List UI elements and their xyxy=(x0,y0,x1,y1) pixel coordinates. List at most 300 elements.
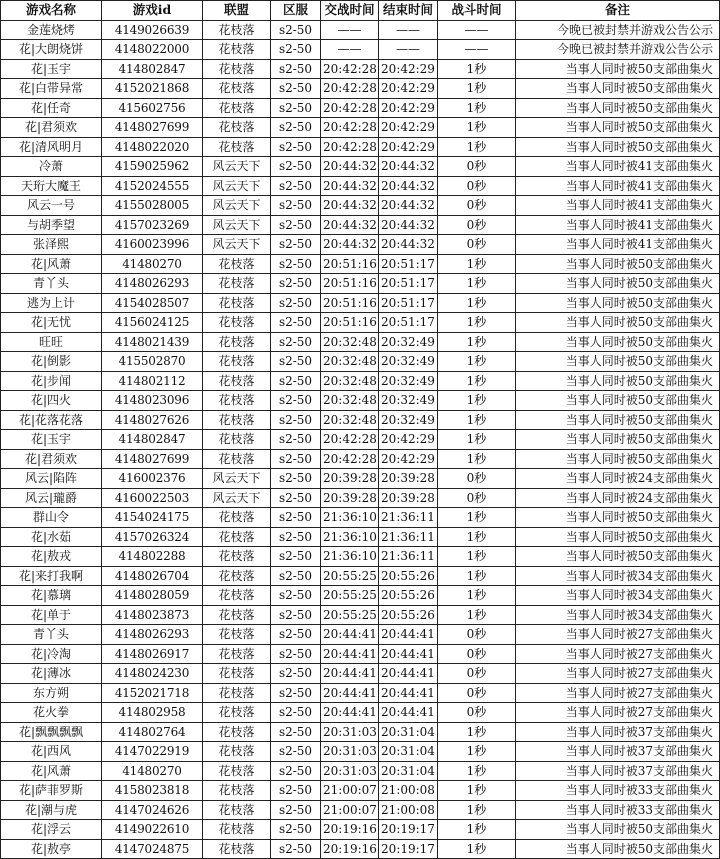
cell-game-id: 4148026293 xyxy=(102,274,203,294)
cell-server: s2-50 xyxy=(271,40,321,60)
cell-server: s2-50 xyxy=(271,683,321,703)
cell-game-name: 冷萧 xyxy=(1,157,102,177)
cell-battle-duration: 1秒 xyxy=(438,313,516,333)
cell-game-id: 414802958 xyxy=(102,703,203,723)
cell-end-time: —— xyxy=(379,40,438,60)
cell-game-name: 花|大朗烧饼 xyxy=(1,40,102,60)
cell-battle-duration: 1秒 xyxy=(438,293,516,313)
table-row xyxy=(1,508,720,528)
cell-alliance: 花枝落 xyxy=(203,683,271,703)
cell-game-name: 花|慕璃 xyxy=(1,586,102,606)
table-row xyxy=(1,820,720,840)
cell-server: s2-50 xyxy=(271,215,321,235)
cell-battle-duration: 1秒 xyxy=(438,761,516,781)
cell-end-time: 20:44:32 xyxy=(379,176,438,196)
cell-battle-duration: 0秒 xyxy=(438,469,516,489)
header-server: 区服 xyxy=(271,1,321,21)
table-row xyxy=(1,332,720,352)
cell-battle-duration: 0秒 xyxy=(438,664,516,684)
cell-game-id: 4148028059 xyxy=(102,586,203,606)
cell-remark: 当事人同时被50支部曲集火 xyxy=(516,352,720,372)
cell-start-time: 20:39:28 xyxy=(321,488,379,508)
cell-game-name: 花|玉宇 xyxy=(1,59,102,79)
cell-start-time: 20:44:32 xyxy=(321,176,379,196)
cell-server: s2-50 xyxy=(271,527,321,547)
cell-alliance: 花枝落 xyxy=(203,839,271,859)
cell-battle-duration: 1秒 xyxy=(438,430,516,450)
cell-battle-duration: 0秒 xyxy=(438,644,516,664)
table-row xyxy=(1,215,720,235)
cell-game-id: 414802112 xyxy=(102,371,203,391)
cell-battle-duration: 1秒 xyxy=(438,274,516,294)
cell-server: s2-50 xyxy=(271,488,321,508)
cell-remark: 当事人同时被50支部曲集火 xyxy=(516,274,720,294)
cell-start-time: 20:55:25 xyxy=(321,566,379,586)
cell-game-id: 4147024875 xyxy=(102,839,203,859)
table-row xyxy=(1,79,720,99)
table-row xyxy=(1,157,720,177)
cell-remark: 今晚已被封禁并游戏公告公示 xyxy=(516,40,720,60)
cell-server: s2-50 xyxy=(271,313,321,333)
cell-alliance: 花枝落 xyxy=(203,332,271,352)
cell-remark: 当事人同时被50支部曲集火 xyxy=(516,59,720,79)
table-row xyxy=(1,586,720,606)
cell-game-id: 4147024626 xyxy=(102,800,203,820)
table-row xyxy=(1,352,720,372)
cell-battle-duration: 1秒 xyxy=(438,781,516,801)
cell-start-time: 20:32:48 xyxy=(321,352,379,372)
cell-alliance: 花枝落 xyxy=(203,391,271,411)
cell-alliance: 花枝落 xyxy=(203,98,271,118)
cell-server: s2-50 xyxy=(271,254,321,274)
cell-remark: 当事人同时被37支部曲集火 xyxy=(516,761,720,781)
cell-end-time: 20:39:28 xyxy=(379,469,438,489)
cell-game-id: 4157026324 xyxy=(102,527,203,547)
cell-end-time: 20:42:29 xyxy=(379,137,438,157)
cell-server: s2-50 xyxy=(271,820,321,840)
cell-game-id: 4158023818 xyxy=(102,781,203,801)
cell-end-time: 21:00:08 xyxy=(379,800,438,820)
cell-battle-duration: 1秒 xyxy=(438,137,516,157)
cell-game-name: 花|风萧 xyxy=(1,761,102,781)
table-row xyxy=(1,488,720,508)
cell-game-id: 414802764 xyxy=(102,722,203,742)
cell-game-name: 花|任奇 xyxy=(1,98,102,118)
cell-start-time: 20:42:28 xyxy=(321,449,379,469)
cell-server: s2-50 xyxy=(271,410,321,430)
cell-remark: 当事人同时被50支部曲集火 xyxy=(516,547,720,567)
cell-alliance: 花枝落 xyxy=(203,410,271,430)
cell-game-name: 花|潮与虎 xyxy=(1,800,102,820)
cell-battle-duration: 1秒 xyxy=(438,391,516,411)
cell-server: s2-50 xyxy=(271,703,321,723)
cell-end-time: 20:44:32 xyxy=(379,196,438,216)
table-row xyxy=(1,703,720,723)
header-alliance: 联盟 xyxy=(203,1,271,21)
cell-alliance: 花枝落 xyxy=(203,352,271,372)
cell-end-time: 20:44:41 xyxy=(379,703,438,723)
header-start-time: 交战时间 xyxy=(321,1,379,21)
cell-alliance: 风云天下 xyxy=(203,196,271,216)
cell-end-time: 20:31:04 xyxy=(379,761,438,781)
cell-start-time: 20:31:03 xyxy=(321,742,379,762)
cell-battle-duration: 1秒 xyxy=(438,410,516,430)
cell-end-time: 20:39:28 xyxy=(379,488,438,508)
table-row xyxy=(1,430,720,450)
cell-battle-duration: 0秒 xyxy=(438,703,516,723)
cell-remark: 当事人同时被41支部曲集火 xyxy=(516,215,720,235)
cell-start-time: 20:42:28 xyxy=(321,430,379,450)
cell-end-time: 20:42:29 xyxy=(379,449,438,469)
cell-battle-duration: 1秒 xyxy=(438,820,516,840)
cell-remark: 当事人同时被50支部曲集火 xyxy=(516,79,720,99)
cell-end-time: 20:51:17 xyxy=(379,254,438,274)
cell-start-time: 20:51:16 xyxy=(321,274,379,294)
cell-remark: 当事人同时被41支部曲集火 xyxy=(516,176,720,196)
cell-start-time: 20:44:41 xyxy=(321,664,379,684)
cell-remark: 当事人同时被24支部曲集火 xyxy=(516,469,720,489)
cell-battle-duration: 1秒 xyxy=(438,352,516,372)
cell-alliance: 花枝落 xyxy=(203,625,271,645)
cell-start-time: 20:19:16 xyxy=(321,820,379,840)
cell-end-time: 21:36:11 xyxy=(379,508,438,528)
cell-remark: 当事人同时被50支部曲集火 xyxy=(516,391,720,411)
cell-game-id: 4159025962 xyxy=(102,157,203,177)
cell-game-name: 花|敖戎 xyxy=(1,547,102,567)
table-row xyxy=(1,293,720,313)
cell-game-name: 旺旺 xyxy=(1,332,102,352)
cell-alliance: 花枝落 xyxy=(203,547,271,567)
cell-game-name: 花|冷淘 xyxy=(1,644,102,664)
table-row xyxy=(1,644,720,664)
cell-alliance: 风云天下 xyxy=(203,488,271,508)
cell-game-id: 4148027699 xyxy=(102,118,203,138)
cell-server: s2-50 xyxy=(271,605,321,625)
cell-start-time: 20:51:16 xyxy=(321,313,379,333)
cell-remark: 当事人同时被50支部曲集火 xyxy=(516,118,720,138)
cell-end-time: 20:44:41 xyxy=(379,625,438,645)
cell-server: s2-50 xyxy=(271,586,321,606)
cell-start-time: 20:32:48 xyxy=(321,332,379,352)
table-row xyxy=(1,781,720,801)
table-row xyxy=(1,839,720,859)
cell-game-name: 花|无忧 xyxy=(1,313,102,333)
cell-start-time: 20:42:28 xyxy=(321,118,379,138)
cell-start-time: 21:36:10 xyxy=(321,508,379,528)
cell-battle-duration: 1秒 xyxy=(438,722,516,742)
cell-game-name: 群山令 xyxy=(1,508,102,528)
cell-alliance: 风云天下 xyxy=(203,176,271,196)
cell-server: s2-50 xyxy=(271,761,321,781)
cell-start-time: 20:55:25 xyxy=(321,605,379,625)
cell-game-name: 青丫头 xyxy=(1,625,102,645)
cell-server: s2-50 xyxy=(271,332,321,352)
cell-end-time: 20:31:04 xyxy=(379,742,438,762)
cell-game-id: 4149022610 xyxy=(102,820,203,840)
cell-server: s2-50 xyxy=(271,274,321,294)
cell-server: s2-50 xyxy=(271,742,321,762)
cell-server: s2-50 xyxy=(271,430,321,450)
cell-battle-duration: 1秒 xyxy=(438,800,516,820)
cell-alliance: 花枝落 xyxy=(203,781,271,801)
cell-alliance: 花枝落 xyxy=(203,664,271,684)
cell-end-time: 20:55:26 xyxy=(379,586,438,606)
cell-game-id: 4160023996 xyxy=(102,235,203,255)
cell-remark: 当事人同时被50支部曲集火 xyxy=(516,820,720,840)
cell-remark: 当事人同时被50支部曲集火 xyxy=(516,254,720,274)
cell-remark: 当事人同时被34支部曲集火 xyxy=(516,586,720,606)
cell-end-time: 20:32:49 xyxy=(379,371,438,391)
cell-game-id: 4154024175 xyxy=(102,508,203,528)
cell-battle-duration: —— xyxy=(438,40,516,60)
cell-start-time: 20:32:48 xyxy=(321,410,379,430)
cell-remark: 当事人同时被37支部曲集火 xyxy=(516,722,720,742)
cell-game-name: 风云|陷阵 xyxy=(1,469,102,489)
cell-game-name: 花|四火 xyxy=(1,391,102,411)
cell-end-time: 20:44:41 xyxy=(379,683,438,703)
cell-game-id: 4148022020 xyxy=(102,137,203,157)
cell-remark: 当事人同时被41支部曲集火 xyxy=(516,157,720,177)
cell-game-name: 花|清风明月 xyxy=(1,137,102,157)
cell-server: s2-50 xyxy=(271,293,321,313)
cell-start-time: 20:51:16 xyxy=(321,254,379,274)
cell-start-time: 20:42:28 xyxy=(321,98,379,118)
cell-start-time: 20:39:28 xyxy=(321,469,379,489)
cell-start-time: 20:42:28 xyxy=(321,59,379,79)
header-end-time: 结束时间 xyxy=(379,1,438,21)
cell-game-id: 415602756 xyxy=(102,98,203,118)
cell-game-name: 花|薄冰 xyxy=(1,664,102,684)
cell-server: s2-50 xyxy=(271,235,321,255)
cell-remark: 当事人同时被41支部曲集火 xyxy=(516,235,720,255)
cell-remark: 当事人同时被50支部曲集火 xyxy=(516,293,720,313)
cell-game-name: 花|单于 xyxy=(1,605,102,625)
table-body xyxy=(1,20,720,859)
table-row xyxy=(1,527,720,547)
cell-remark: 当事人同时被50支部曲集火 xyxy=(516,137,720,157)
cell-battle-duration: 0秒 xyxy=(438,176,516,196)
cell-game-id: 4152024555 xyxy=(102,176,203,196)
cell-alliance: 花枝落 xyxy=(203,254,271,274)
cell-game-id: 4148026704 xyxy=(102,566,203,586)
cell-game-id: 4148024230 xyxy=(102,664,203,684)
cell-end-time: 20:42:29 xyxy=(379,98,438,118)
cell-game-name: 花|倒影 xyxy=(1,352,102,372)
cell-game-name: 花|君须欢 xyxy=(1,118,102,138)
cell-end-time: 20:44:41 xyxy=(379,644,438,664)
cell-battle-duration: 0秒 xyxy=(438,215,516,235)
cell-remark: 当事人同时被27支部曲集火 xyxy=(516,625,720,645)
table-row xyxy=(1,235,720,255)
cell-game-id: 416002376 xyxy=(102,469,203,489)
cell-start-time: 20:44:32 xyxy=(321,215,379,235)
cell-remark: 当事人同时被50支部曲集火 xyxy=(516,527,720,547)
cell-remark: 当事人同时被50支部曲集火 xyxy=(516,449,720,469)
cell-game-id: 4160022503 xyxy=(102,488,203,508)
table-row xyxy=(1,59,720,79)
cell-alliance: 花枝落 xyxy=(203,586,271,606)
cell-battle-duration: 1秒 xyxy=(438,79,516,99)
cell-battle-duration: 0秒 xyxy=(438,488,516,508)
cell-server: s2-50 xyxy=(271,722,321,742)
cell-game-name: 天珩大魔王 xyxy=(1,176,102,196)
cell-game-id: 4152021868 xyxy=(102,79,203,99)
cell-remark: 当事人同时被34支部曲集火 xyxy=(516,605,720,625)
cell-start-time: 20:55:25 xyxy=(321,586,379,606)
cell-game-name: 花|步闻 xyxy=(1,371,102,391)
table-row xyxy=(1,391,720,411)
cell-server: s2-50 xyxy=(271,352,321,372)
table-row xyxy=(1,449,720,469)
cell-end-time: 20:32:49 xyxy=(379,410,438,430)
table-row xyxy=(1,664,720,684)
cell-alliance: 花枝落 xyxy=(203,761,271,781)
cell-alliance: 花枝落 xyxy=(203,430,271,450)
table-row xyxy=(1,625,720,645)
cell-server: s2-50 xyxy=(271,800,321,820)
cell-server: s2-50 xyxy=(271,839,321,859)
cell-game-id: 4156024125 xyxy=(102,313,203,333)
cell-start-time: 20:51:16 xyxy=(321,293,379,313)
cell-end-time: 20:55:26 xyxy=(379,566,438,586)
cell-remark: 当事人同时被50支部曲集火 xyxy=(516,508,720,528)
cell-alliance: 花枝落 xyxy=(203,293,271,313)
cell-game-name: 花|敖亭 xyxy=(1,839,102,859)
cell-battle-duration: 1秒 xyxy=(438,98,516,118)
cell-alliance: 花枝落 xyxy=(203,137,271,157)
cell-battle-duration: 1秒 xyxy=(438,371,516,391)
cell-alliance: 花枝落 xyxy=(203,800,271,820)
cell-game-id: 41480270 xyxy=(102,254,203,274)
cell-remark: 当事人同时被33支部曲集火 xyxy=(516,800,720,820)
table-row xyxy=(1,176,720,196)
cell-game-name: 逃为上计 xyxy=(1,293,102,313)
cell-game-name: 花|水茹 xyxy=(1,527,102,547)
cell-alliance: 花枝落 xyxy=(203,40,271,60)
cell-alliance: 花枝落 xyxy=(203,508,271,528)
cell-game-name: 花|玉宇 xyxy=(1,430,102,450)
cell-battle-duration: 1秒 xyxy=(438,527,516,547)
cell-battle-duration: 1秒 xyxy=(438,839,516,859)
cell-battle-duration: 0秒 xyxy=(438,235,516,255)
table-row xyxy=(1,761,720,781)
cell-end-time: 20:32:49 xyxy=(379,352,438,372)
cell-end-time: —— xyxy=(379,20,438,40)
table-row xyxy=(1,469,720,489)
cell-start-time: 20:44:41 xyxy=(321,703,379,723)
cell-server: s2-50 xyxy=(271,118,321,138)
cell-alliance: 花枝落 xyxy=(203,59,271,79)
cell-start-time: 20:31:03 xyxy=(321,722,379,742)
cell-game-name: 青丫头 xyxy=(1,274,102,294)
table-row xyxy=(1,313,720,333)
cell-game-name: 东方朔 xyxy=(1,683,102,703)
cell-game-id: 41480270 xyxy=(102,761,203,781)
cell-end-time: 21:36:11 xyxy=(379,547,438,567)
cell-start-time: 20:42:28 xyxy=(321,137,379,157)
cell-start-time: 20:44:32 xyxy=(321,157,379,177)
cell-start-time: —— xyxy=(321,20,379,40)
cell-battle-duration: 0秒 xyxy=(438,625,516,645)
cell-battle-duration: 1秒 xyxy=(438,449,516,469)
table-row xyxy=(1,274,720,294)
cell-battle-duration: —— xyxy=(438,20,516,40)
cell-start-time: 20:44:32 xyxy=(321,196,379,216)
cell-end-time: 20:42:29 xyxy=(379,118,438,138)
table-row xyxy=(1,547,720,567)
header-game-name: 游戏名称 xyxy=(1,1,102,21)
cell-end-time: 21:36:11 xyxy=(379,527,438,547)
cell-alliance: 风云天下 xyxy=(203,235,271,255)
cell-game-id: 4152021718 xyxy=(102,683,203,703)
cell-end-time: 20:44:41 xyxy=(379,664,438,684)
cell-start-time: —— xyxy=(321,40,379,60)
cell-server: s2-50 xyxy=(271,98,321,118)
cell-game-id: 4148027626 xyxy=(102,410,203,430)
cell-alliance: 花枝落 xyxy=(203,118,271,138)
cell-remark: 当事人同时被27支部曲集火 xyxy=(516,703,720,723)
table-row xyxy=(1,118,720,138)
cell-server: s2-50 xyxy=(271,781,321,801)
cell-server: s2-50 xyxy=(271,371,321,391)
cell-remark: 当事人同时被24支部曲集火 xyxy=(516,488,720,508)
cell-start-time: 20:44:41 xyxy=(321,683,379,703)
cell-game-name: 花|风萧 xyxy=(1,254,102,274)
cell-game-id: 4148026293 xyxy=(102,625,203,645)
cell-start-time: 20:44:41 xyxy=(321,625,379,645)
cell-start-time: 20:32:48 xyxy=(321,371,379,391)
cell-game-id: 4157023269 xyxy=(102,215,203,235)
cell-alliance: 花枝落 xyxy=(203,20,271,40)
cell-remark: 当事人同时被41支部曲集火 xyxy=(516,196,720,216)
cell-remark: 当事人同时被27支部曲集火 xyxy=(516,683,720,703)
cell-alliance: 花枝落 xyxy=(203,820,271,840)
cell-game-name: 花|萨菲罗斯 xyxy=(1,781,102,801)
cell-end-time: 20:32:49 xyxy=(379,391,438,411)
cell-start-time: 20:44:32 xyxy=(321,235,379,255)
cell-start-time: 20:42:28 xyxy=(321,79,379,99)
cell-game-id: 4155028005 xyxy=(102,196,203,216)
cell-battle-duration: 1秒 xyxy=(438,118,516,138)
cell-end-time: 20:31:04 xyxy=(379,722,438,742)
cell-battle-duration: 1秒 xyxy=(438,742,516,762)
cell-start-time: 21:36:10 xyxy=(321,527,379,547)
table-row xyxy=(1,371,720,391)
cell-start-time: 21:00:07 xyxy=(321,800,379,820)
cell-battle-duration: 1秒 xyxy=(438,59,516,79)
cell-server: s2-50 xyxy=(271,79,321,99)
cell-alliance: 风云天下 xyxy=(203,215,271,235)
cell-game-name: 风云一号 xyxy=(1,196,102,216)
cell-server: s2-50 xyxy=(271,508,321,528)
cell-server: s2-50 xyxy=(271,196,321,216)
cell-battle-duration: 0秒 xyxy=(438,683,516,703)
table-row xyxy=(1,605,720,625)
cell-battle-duration: 1秒 xyxy=(438,586,516,606)
cell-alliance: 花枝落 xyxy=(203,742,271,762)
cell-alliance: 花枝落 xyxy=(203,371,271,391)
table-row xyxy=(1,98,720,118)
cell-end-time: 20:51:17 xyxy=(379,274,438,294)
cell-remark: 今晚已被封禁并游戏公告公示 xyxy=(516,20,720,40)
cell-game-id: 4147022919 xyxy=(102,742,203,762)
cell-remark: 当事人同时被50支部曲集火 xyxy=(516,839,720,859)
cell-remark: 当事人同时被27支部曲集火 xyxy=(516,664,720,684)
cell-game-id: 4148023096 xyxy=(102,391,203,411)
cell-game-name: 张泽熙 xyxy=(1,235,102,255)
cell-end-time: 20:51:17 xyxy=(379,293,438,313)
table-header-row xyxy=(1,1,720,21)
